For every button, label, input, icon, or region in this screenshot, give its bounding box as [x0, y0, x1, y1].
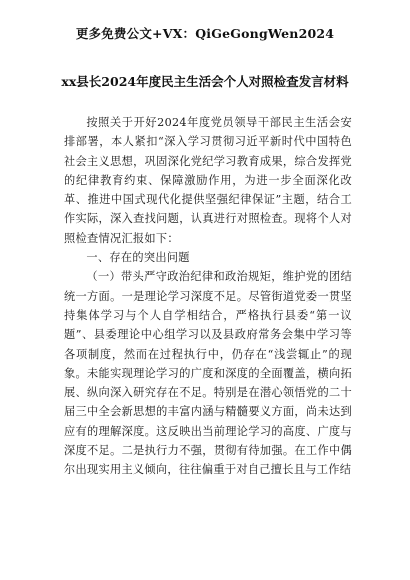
- section-heading: 一、存在的突出问题: [86, 251, 190, 265]
- watermark-header: 更多免费公文+VX：QiGeGongWen2024: [75, 26, 335, 41]
- document-body: [64, 113, 352, 480]
- body-paragraph: （一）带头严守政治纪律和政治规矩，维护党的团结统一方面。一是理论学习深度不足。尽管街道党委一贯坚持集体学习与个人自学相结合，严格执行县委“第一议题”、县委理论中心组学习以及县政府常务会集中学习等各项制度，然而在过程执行中，仍存在“浅尝辄止”的现象。未能实现理论学习的广度和深度的全面覆盖，横向拓展、纵向深入研究存在不足。特别是在潜心领悟党的二十届三中全会新思想的丰富内涵与精髓要义方面，尚未达到应有的理解深度。这反映出当前理论学习的高度、广度与深度不足。二是执行力不强，贯彻有待加强。在工作中偶尔出现实用主义倾向，往往偏重于对自己擅长且与工作结: [64, 270, 352, 477]
- document-title: xx县长2024年度民主生活会个人对照检查发言材料: [61, 74, 349, 89]
- intro-paragraph: 按照关于开好2024年度党员领导干部民主生活会安排部署，本人紧扣“深入学习贯彻习近平新时代中国特色社会主义思想，巩固深化党纪学习教育成果，综合发挥党的纪律教育约束、保障激励作用，为进一步全面深化改革、推进中国式现代化提供坚强纪律保证”主题，结合工作实际，深入查找问题，认真进行对照检查。现将个人对照检查情况汇报如下：: [64, 116, 352, 245]
